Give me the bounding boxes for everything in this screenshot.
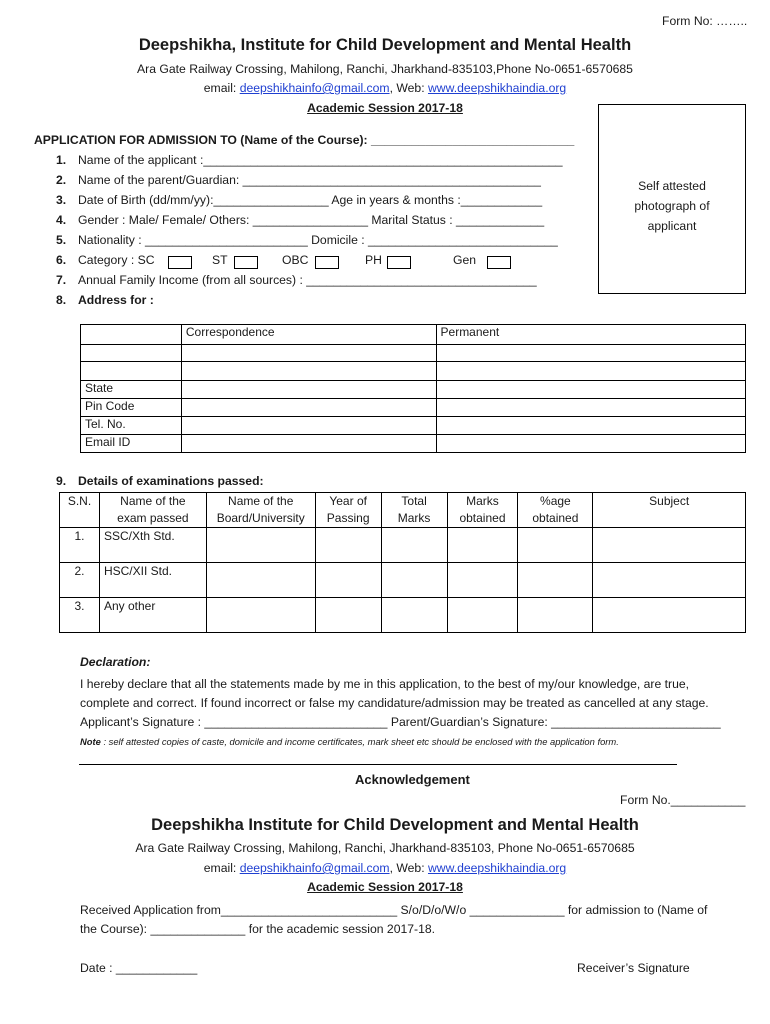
table-cell[interactable] <box>315 528 381 563</box>
field-applicant-name[interactable] <box>56 153 563 167</box>
field-label: Address for : <box>78 293 154 307</box>
header-line: Passing <box>326 511 370 525</box>
field-number: 3. <box>56 193 67 207</box>
table-cell[interactable] <box>206 598 315 633</box>
declaration-line1: I hereby declare that all the statements made by me in this application, to the best of my/our knowledge, are true, <box>80 677 690 691</box>
field-address <box>56 293 154 307</box>
ack-web-label: , Web: <box>389 861 428 875</box>
page-title: Deepshikha, Institute for Child Development and Mental Health <box>138 36 632 54</box>
contact-line <box>0 81 770 95</box>
table-row <box>60 598 746 633</box>
web-link[interactable]: www.deepshikhaindia.org <box>427 81 567 95</box>
row-exam-name: SSC/Xth Std. <box>99 528 206 563</box>
photo-label-line3: applicant <box>647 219 697 233</box>
table-cell <box>81 345 182 362</box>
table-cell[interactable] <box>381 598 447 633</box>
header-total-marks <box>381 493 447 528</box>
field-label: Annual Family Income (from all sources) : __________________________________ <box>78 273 537 287</box>
category-st-label: ST <box>212 253 228 267</box>
table-cell[interactable] <box>447 563 518 598</box>
application-course-line: APPLICATION FOR ADMISSION TO (Name of the Course): ______________________________ <box>34 133 575 147</box>
email-link[interactable]: deepshikhainfo@gmail.com <box>239 81 390 95</box>
table-row <box>81 362 746 381</box>
photo-box-label <box>598 176 746 236</box>
ack-web-link[interactable]: www.deepshikhaindia.org <box>427 861 567 875</box>
ack-date: Date : ____________ <box>80 961 198 975</box>
table-row <box>81 325 746 345</box>
header-line: Board/University <box>216 511 305 525</box>
table-cell[interactable] <box>181 345 436 362</box>
field-number: 4. <box>56 213 67 227</box>
ack-title: Deepshikha Institute for Child Development and Mental Health <box>151 816 639 834</box>
note-text: : self attested copies of caste, domicile and income certificates, mark sheet etc should be enclosed with the application form. <box>100 736 619 747</box>
table-cell[interactable] <box>518 563 593 598</box>
table-row <box>81 435 746 453</box>
table-cell[interactable] <box>593 528 746 563</box>
table-row <box>81 399 746 417</box>
field-gender[interactable] <box>56 213 544 227</box>
declaration-text <box>80 675 740 732</box>
table-cell[interactable] <box>436 417 745 435</box>
table-cell[interactable] <box>181 399 436 417</box>
header-line: exam passed <box>117 511 189 525</box>
table-row <box>81 345 746 362</box>
academic-session: Academic Session 2017-18 <box>307 101 463 115</box>
field-nationality[interactable] <box>56 233 558 247</box>
ack-email-link[interactable]: deepshikhainfo@gmail.com <box>239 861 390 875</box>
table-cell[interactable] <box>447 598 518 633</box>
table-row <box>81 381 746 399</box>
category-ph-label: PH <box>365 253 382 267</box>
header-line: obtained <box>532 511 579 525</box>
ack-received-line2: the Course): ______________ for the academic session 2017-18. <box>80 922 436 936</box>
table-cell[interactable] <box>206 528 315 563</box>
category-gen-label: Gen <box>453 253 477 267</box>
header-permanent: Permanent <box>436 325 745 345</box>
table-cell <box>81 362 182 381</box>
checkbox-sc[interactable] <box>168 256 192 269</box>
header-line: Name of the <box>120 494 186 508</box>
photo-label-line2: photograph of <box>634 199 710 213</box>
form-number: Form No: …….. <box>662 14 748 28</box>
table-cell[interactable] <box>436 362 745 381</box>
field-label: Nationality : ________________________ Domicile : ____________________________ <box>78 233 558 247</box>
header-year <box>315 493 381 528</box>
header-line: Marks <box>397 511 431 525</box>
table-cell[interactable] <box>593 563 746 598</box>
checkbox-gen[interactable] <box>487 256 511 269</box>
header-line: %age <box>540 494 571 508</box>
table-cell[interactable] <box>518 528 593 563</box>
table-cell[interactable] <box>518 598 593 633</box>
checkbox-st[interactable] <box>234 256 258 269</box>
table-cell[interactable] <box>181 435 436 453</box>
table-cell[interactable] <box>593 598 746 633</box>
table-cell[interactable] <box>447 528 518 563</box>
field-parent-name[interactable] <box>56 173 541 187</box>
ack-academic-session: Academic Session 2017-18 <box>307 880 463 894</box>
field-label: Date of Birth (dd/mm/yy):_________________ Age in years & months :____________ <box>78 193 543 207</box>
field-category <box>56 253 155 267</box>
table-cell[interactable] <box>81 325 182 345</box>
row-sn: 3. <box>60 598 100 633</box>
category-obc-label: OBC <box>282 253 309 267</box>
row-email-id: Email ID <box>81 435 182 453</box>
header-line: Total <box>401 494 427 508</box>
table-cell[interactable] <box>436 345 745 362</box>
table-row <box>60 493 746 528</box>
field-number: 7. <box>56 273 67 287</box>
exam-table <box>59 492 746 633</box>
ack-address: Ara Gate Railway Crossing, Mahilong, Ranchi, Jharkhand-835103, Phone No-0651-6570685 <box>135 841 635 855</box>
field-family-income[interactable] <box>56 273 537 287</box>
table-cell[interactable] <box>436 399 745 417</box>
note-label: Note <box>80 736 101 747</box>
row-pin-code: Pin Code <box>81 399 182 417</box>
signature-line: Applicant’s Signature : ___________________________ Parent/Guardian’s Signature: _________________________ <box>80 715 721 729</box>
email-label: email: <box>203 81 240 95</box>
checkbox-obc[interactable] <box>315 256 339 269</box>
field-number: 8. <box>56 293 67 307</box>
table-cell[interactable] <box>436 435 745 453</box>
table-cell[interactable] <box>315 598 381 633</box>
table-row <box>81 417 746 435</box>
table-cell[interactable] <box>381 563 447 598</box>
table-cell[interactable] <box>381 528 447 563</box>
table-cell[interactable] <box>315 563 381 598</box>
row-exam-name: HSC/XII Std. <box>99 563 206 598</box>
row-exam-name: Any other <box>99 598 206 633</box>
row-tel-no: Tel. No. <box>81 417 182 435</box>
ack-received-line1: Received Application from__________________________ S/o/D/o/W/o ______________ for admission to (Name of <box>80 903 708 917</box>
ack-email-label: email: <box>203 861 240 875</box>
row-state: State <box>81 381 182 399</box>
table-cell[interactable] <box>181 417 436 435</box>
row-sn: 1. <box>60 528 100 563</box>
field-number: 1. <box>56 153 67 167</box>
table-cell[interactable] <box>181 362 436 381</box>
ack-form-number: Form No.___________ <box>620 793 746 807</box>
header-percentage <box>518 493 593 528</box>
web-label: , Web: <box>389 81 428 95</box>
table-cell[interactable] <box>206 563 315 598</box>
category-label: Category : SC <box>78 253 155 267</box>
cut-line-divider <box>79 764 677 765</box>
field-date-of-birth[interactable] <box>56 193 542 207</box>
field-number: 9. <box>56 474 67 488</box>
ack-contact-line <box>0 861 770 875</box>
row-sn: 2. <box>60 563 100 598</box>
field-label: Name of the applicant :_____________________________________________________ <box>78 153 563 167</box>
table-row <box>60 563 746 598</box>
header-subject: Subject <box>593 493 746 528</box>
field-label: Name of the parent/Guardian: ____________________________________________ <box>78 173 541 187</box>
field-number: 6. <box>56 253 67 267</box>
note <box>80 736 619 747</box>
field-number: 2. <box>56 173 67 187</box>
address-table <box>80 324 746 453</box>
checkbox-ph[interactable] <box>387 256 411 269</box>
declaration-heading: Declaration: <box>80 655 151 669</box>
receiver-signature: Receiver’s Signature <box>577 961 690 975</box>
header-board <box>206 493 315 528</box>
declaration-line2: complete and correct. If found incorrect or false my candidature/admission may be treated as cancelled at any stage. <box>80 696 709 710</box>
exam-title: Details of examinations passed: <box>78 474 264 488</box>
exam-section-title <box>56 474 264 488</box>
header-line: Name of the <box>228 494 294 508</box>
table-row <box>60 528 746 563</box>
table-cell[interactable] <box>181 381 436 399</box>
header-marks-obtained <box>447 493 518 528</box>
header-sn: S.N. <box>60 493 100 528</box>
header-exam-name <box>99 493 206 528</box>
acknowledgement-heading: Acknowledgement <box>355 772 470 787</box>
field-label: Gender : Male/ Female/ Others: _________________ Marital Status : _____________ <box>78 213 545 227</box>
header-line: obtained <box>459 511 506 525</box>
ack-received-text <box>80 901 750 939</box>
header-line: Year of <box>329 494 367 508</box>
table-cell[interactable] <box>436 381 745 399</box>
header-correspondence: Correspondence <box>181 325 436 345</box>
photo-label-line1: Self attested <box>638 179 706 193</box>
field-number: 5. <box>56 233 67 247</box>
institute-address: Ara Gate Railway Crossing, Mahilong, Ranchi, Jharkhand-835103,Phone No-0651-6570685 <box>137 62 633 76</box>
header-line: Marks <box>466 494 499 508</box>
